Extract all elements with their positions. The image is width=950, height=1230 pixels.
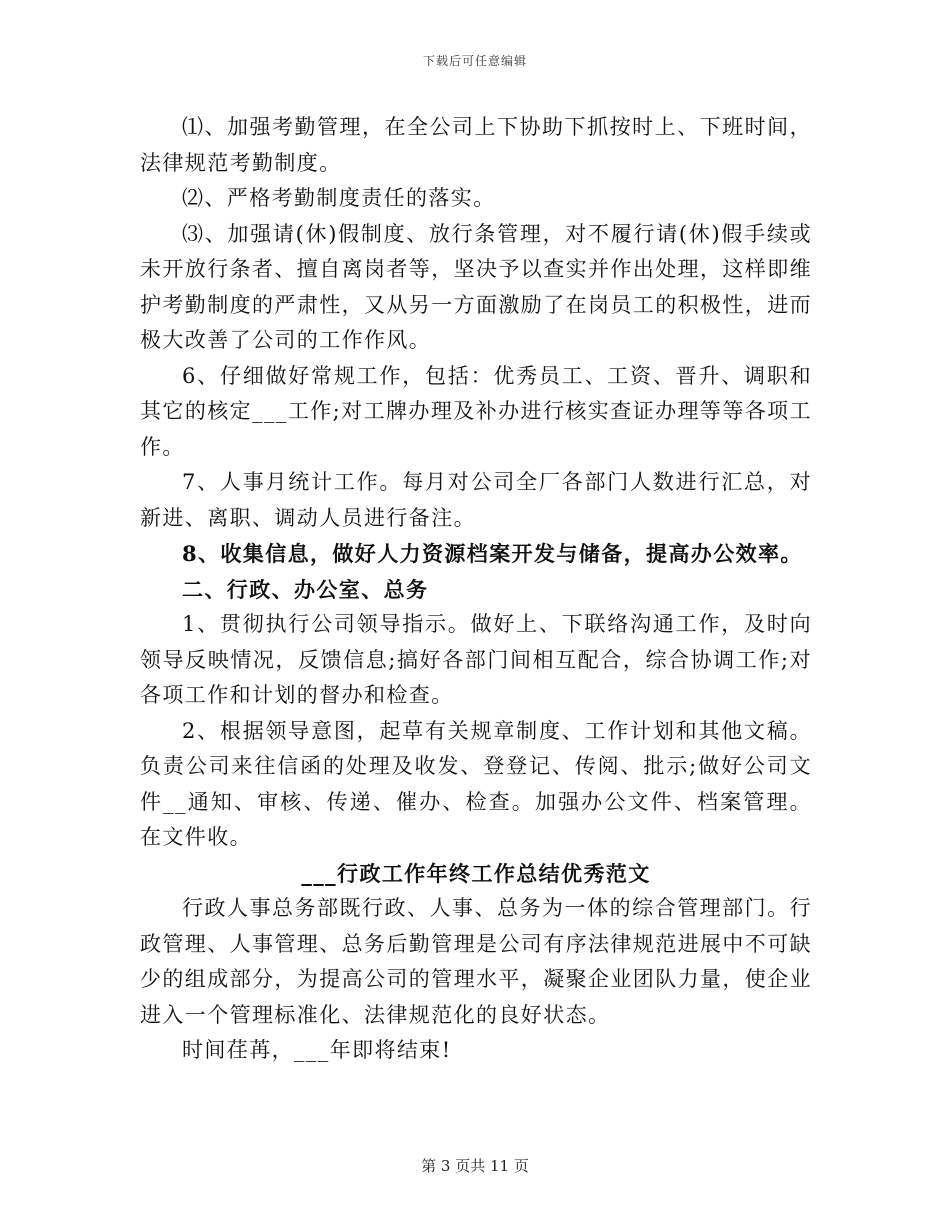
document-title: ___行政工作年终工作总结优秀范文 [301,860,651,886]
paragraph-department-intro: 行政人事总务部既行政、人事、总务为一体的综合管理部门。行政管理、人事管理、总务后勤管理是公司有序法律规范进展中不可缺少的组成部分，为提高公司的管理水平，凝聚企业团队力量，使企业进入一个管理标准化、法律规范化的良好状态。 [140,896,812,1027]
page-header: 下载后可任意编辑 [422,54,527,68]
paragraph-implement-instructions: 1、贯彻执行公司领导指示。做好上、下联络沟通工作，及时向领导反映情况，反馈信息;搞好各部门间相互配合，综合协调工作;对各项工作和计划的督办和检查。 [140,612,812,707]
paragraph-monthly-statistics: 7、人事月统计工作。每月对公司全厂各部门人数进行汇总，对新进、离职、调动人员进行备注。 [140,470,812,530]
paragraph-year-ending: 时间荏苒，___年即将结束! [182,1038,452,1062]
paragraph-drafting-documents: 2、根据领导意图，起草有关规章制度、工作计划和其他文稿。负责公司来往信函的处理及收发、登登记、传阅、批示;做好公司文件__通知、审核、传递、催办、检查。加强办公文件、档案管理。在文件收。 [140,718,812,849]
paragraph-routine-work: 6、仔细做好常规工作，包括：优秀员工、工资、晋升、调职和其它的核定___工作;对工牌办理及补办进行核实查证办理等等各项工作。 [140,363,812,459]
page-number: 第 3 页共 11 页 [421,1157,529,1175]
paragraph-attendance-responsibility: ⑵、严格考勤制度责任的落实。 [182,186,496,210]
paragraph-attendance-management: ⑴、加强考勤管理，在全公司上下协助下抓按时上、下班时间，法律规范考勤制度。 [140,115,812,175]
paragraph-collect-information: 8、收集信息，做好人力资源档案开发与储备，提高办公效率。 [182,541,803,566]
paragraph-leave-system: ⑶、加强请(休)假制度、放行条管理，对不履行请(休)假手续或未开放行条者、擅自离岗者等，坚决予以查实并作出处理，这样即维护考勤制度的严肃性，又从另一方面激励了在岗员工的积极性，进而极大改善了公司的工作作风。 [140,221,812,352]
document-body [140,110,812,1069]
section-heading-admin-office: 二、行政、办公室、总务 [182,576,429,602]
